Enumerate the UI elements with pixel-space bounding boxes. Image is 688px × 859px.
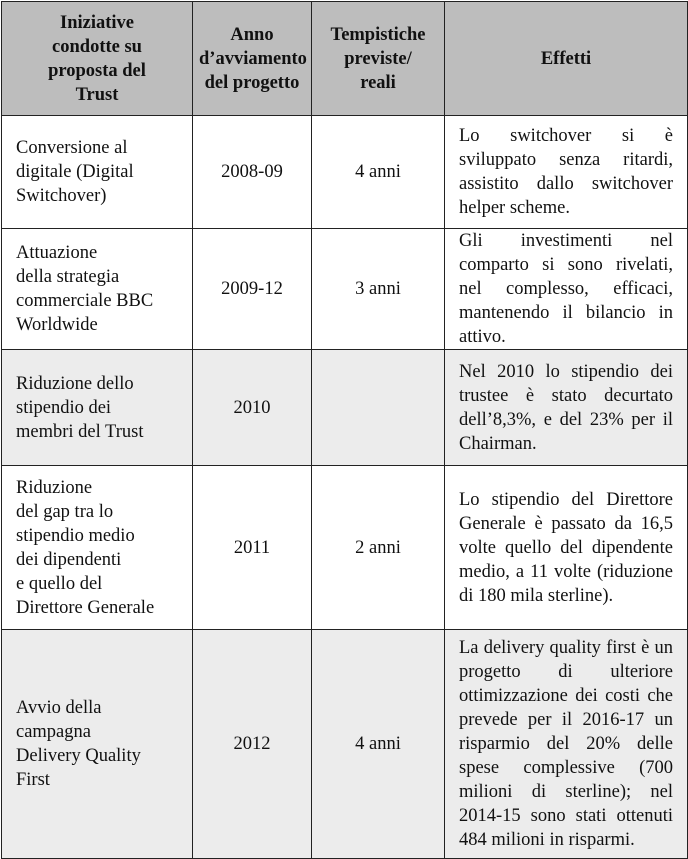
cell-timing: 2 anni <box>312 466 445 630</box>
cell-initiative: Avvio della campagna Delivery Quality First <box>2 630 193 859</box>
header-start-year: Anno d’avviamento del progetto <box>193 2 312 116</box>
header-timing: Tempistiche previste/ reali <box>312 2 445 116</box>
cell-effects: Nel 2010 lo stipendio dei trustee è stato decurtato dell’8,3%, e del 23% per il Chairman. <box>445 350 688 466</box>
header-initiatives: Iniziative condotte su proposta del Trust <box>2 2 193 116</box>
cell-year: 2009-12 <box>193 229 312 350</box>
cell-effects: Lo switchover si è sviluppato senza ritardi, assistito dallo switchover helper scheme. <box>445 116 688 229</box>
cell-timing: 4 anni <box>312 116 445 229</box>
cell-year: 2010 <box>193 350 312 466</box>
table-header-row <box>2 2 688 116</box>
cell-year: 2008-09 <box>193 116 312 229</box>
header-effects: Effetti <box>445 2 688 116</box>
cell-initiative: Riduzione dello stipendio dei membri del Trust <box>2 350 193 466</box>
cell-effects: La delivery quality first è un progetto di ulteriore ottimizzazione dei costi che prevede per il 2016-17 un risparmio del 20% delle spese complessive (700 milioni di sterline); nel 2014-15 sono stati ottenuti 484 milioni in risparmi. <box>445 630 688 859</box>
initiatives-table <box>1 1 688 859</box>
cell-initiative: Riduzione del gap tra lo stipendio medio dei dipendenti e quello del Direttore Generale <box>2 466 193 630</box>
cell-effects: Gli investimenti nel comparto si sono rivelati, nel complesso, efficaci, mantenendo il bilancio in attivo. <box>445 229 688 350</box>
table-row <box>2 116 688 229</box>
table-row <box>2 229 688 350</box>
table-row <box>2 630 688 859</box>
table-row <box>2 466 688 630</box>
table-row <box>2 350 688 466</box>
cell-initiative: Attuazione della strategia commerciale BBC Worldwide <box>2 229 193 350</box>
cell-effects: Lo stipendio del Direttore Generale è passato da 16,5 volte quello del dipendente medio, a 11 volte (riduzione di 180 mila sterline). <box>445 466 688 630</box>
cell-initiative: Conversione al digitale (Digital Switchover) <box>2 116 193 229</box>
cell-timing: 3 anni <box>312 229 445 350</box>
cell-timing <box>312 350 445 466</box>
cell-year: 2012 <box>193 630 312 859</box>
cell-timing: 4 anni <box>312 630 445 859</box>
cell-year: 2011 <box>193 466 312 630</box>
